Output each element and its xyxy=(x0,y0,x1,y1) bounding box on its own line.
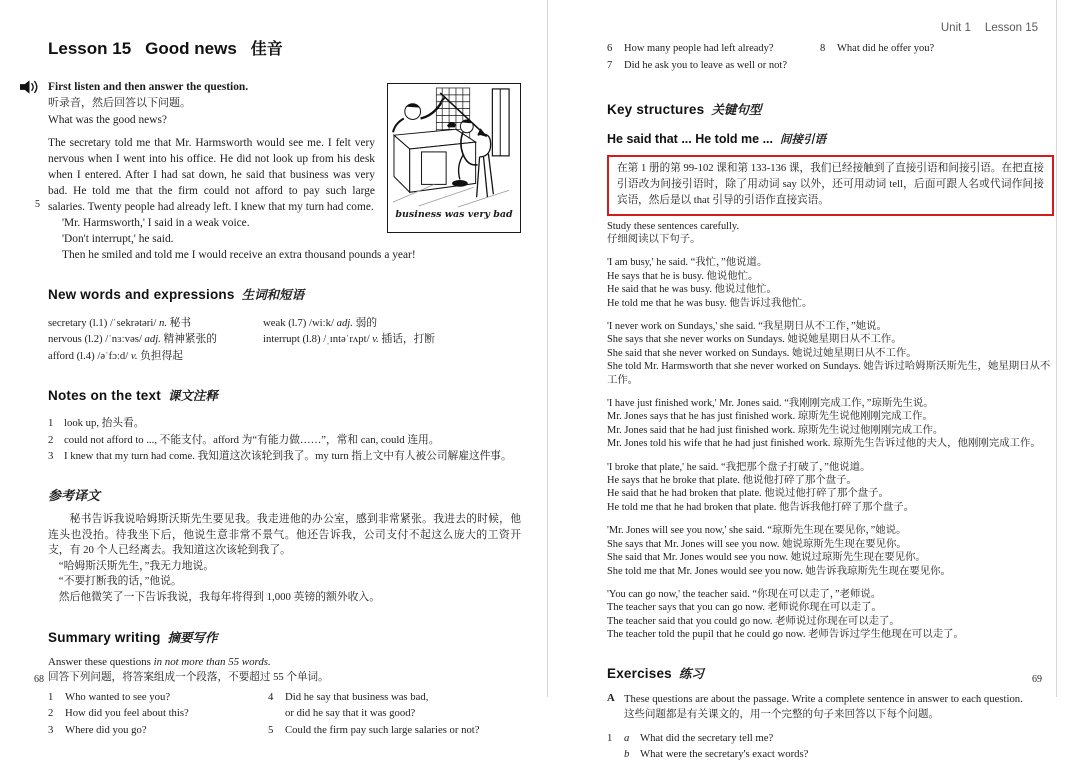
sentence-group xyxy=(607,588,1054,642)
question-item: 2 How did you feel about this? xyxy=(48,707,189,720)
intro-column xyxy=(35,79,387,247)
sentence-line: 'Mr. Jones will see you now,' she said. “琼斯先生现在要见你，”她说。 xyxy=(607,525,907,537)
note-item: 2 could not afford to ..., 不能支付。afford 为“有能力做……”，常和 can, could 连用。 xyxy=(48,433,440,446)
word-entry: secretary (l.1) /ˈsekrətəri/ n. 秘书 xyxy=(48,317,192,329)
summary-questions xyxy=(48,689,521,739)
summary-questions-col2 xyxy=(268,689,480,739)
sentence-line: The teacher told the pupil that he could go now. 老师告诉过学生他现在可以走了。 xyxy=(607,629,964,641)
notes-heading: Notes on the text 课文注释 xyxy=(48,388,218,404)
sentence-group xyxy=(607,461,1054,515)
listen-question: What was the good news? xyxy=(48,114,167,126)
sentence-line: He says that he broke that plate. 他说他打碎了那个盘子。 xyxy=(607,475,857,487)
sentence-line: 'I never work on Sundays,' she said. “我星期日从不工作，”她说。 xyxy=(607,321,887,333)
lesson-illustration xyxy=(387,83,521,233)
sentence-group xyxy=(607,320,1054,387)
speaker-icon xyxy=(20,80,39,99)
sentence-line: Mr. Jones said that he had just finished work. 琼斯先生说过他刚刚完成工作。 xyxy=(607,424,944,436)
sentence-line: 'You can go now,' the teacher said. “你现在可以走了，”老师说。 xyxy=(607,588,882,600)
sentence-line: Mr. Jones says that he has just finished work. 琼斯先生说他刚刚完成工作。 xyxy=(607,411,933,423)
passage-final-line: Then he smiled and told me I would receive an extra thousand pounds a year! xyxy=(62,249,416,261)
lesson-title-en: Good news xyxy=(145,39,237,58)
reference-paragraph: 秘书告诉我说哈姆斯沃斯先生要见我。我走进他的办公室，感到非常紧张。我进去的时候，他连头也没抬。待我坐下后，他说生意非常不景气。他还告诉我，公司支付不起这么庞大的工资开支，有 20 个人已经离去。我知道这次该轮到我了。 xyxy=(48,513,521,557)
summary-questions-col1 xyxy=(48,689,268,739)
right-page xyxy=(547,0,1080,760)
summary-writing-heading: Summary writing 摘要写作 xyxy=(48,629,218,645)
sentence-line: He told me that he had broken that plate. 他告诉我他打碎了那个盘子。 xyxy=(607,501,915,513)
passage-block xyxy=(35,135,375,247)
exercise-a-instruction: A These questions are about the passage. Write a complete sentence in answer to each question. xyxy=(607,691,1023,705)
new-words-heading: New words and expressions 生词和短语 xyxy=(48,287,305,302)
key-structures-heading: Key structures 关键句型 xyxy=(607,102,762,118)
sentence-line: Mr. Jones told his wife that he had just finished work. 琼斯先生告诉过他的夫人，他刚刚完成工作。 xyxy=(607,438,1041,450)
exercises-heading: Exercises 练习 xyxy=(607,665,704,681)
reference-paragraph: “哈姆斯沃斯先生，”我无力地说。 xyxy=(58,559,215,572)
word-entry: afford (l.4) /əˈfɔːd/ v. 负担得起 xyxy=(48,349,183,362)
questions-col1 xyxy=(607,41,820,74)
reference-translation-heading: 参考译文 xyxy=(48,489,101,504)
question-item-continuation: or did he say that it was good? xyxy=(285,707,416,720)
listen-instruction-en: First listen and then answer the question. xyxy=(48,81,249,93)
key-structures-subheading: He said that ... He told me ... 间接引语 xyxy=(607,132,827,147)
word-entry: weak (l.7) /wiːk/ adj. 弱的 xyxy=(263,317,378,329)
sentence-line: She told me that Mr. Jones would see you now. 她告诉我琼斯先生现在要见你。 xyxy=(607,565,951,577)
notes-list xyxy=(48,415,521,465)
page-number-right: 69 xyxy=(1032,674,1042,685)
question-item: 8 What did he offer you? xyxy=(820,43,935,54)
sentence-line: He says that he is busy. 他说他忙。 xyxy=(607,270,759,282)
highlighted-grammar-note: 在第 1 册的第 99-102 课和第 133-136 课，我们已经接触到了直接引语和间接引语。在把直接引语改为间接引语时，除了用动词 say 以外，还可用动词 tell，后面可跟人名或代词作间接宾语，然后是以 that 引导的引语作直接宾语。 xyxy=(607,155,1054,215)
sentence-group xyxy=(607,524,1054,578)
sentence-line: He told me that he was busy. 他告诉过我他忙。 xyxy=(607,297,813,309)
question-item: 3 Where did you go? xyxy=(48,723,147,736)
questions-col2 xyxy=(820,41,934,74)
exercise-question: 1 a What did the secretary tell me? xyxy=(607,731,774,744)
summary-instruction: Answer these questions in not more than 55 words. xyxy=(48,655,271,668)
word-entry: interrupt (l.8) /ˌɪntəˈrʌpt/ v. 插话，打断 xyxy=(263,333,435,346)
page-title xyxy=(48,36,521,59)
sentence-line: The teacher says that you can go now. 老师说你现在可以走了。 xyxy=(607,602,882,614)
reference-paragraph: 然后他微笑了一下告诉我说，我每年将得到 1,000 英镑的额外收入。 xyxy=(58,590,381,603)
illustration-caption: business was very bad xyxy=(395,209,513,220)
sentence-line: He said that he had broken that plate. 他说过他打碎了那个盘子。 xyxy=(607,488,889,500)
page-number-left: 68 xyxy=(34,674,44,685)
sentence-group xyxy=(607,256,1054,310)
sentence-line: She said that Mr. Jones would see you now. 她说过琼斯先生现在要见你。 xyxy=(607,552,926,564)
question-item: 1 Who wanted to see you? xyxy=(48,690,171,703)
passage-line-number: 5 xyxy=(35,199,40,210)
summary-questions-continued xyxy=(607,41,1054,74)
sentence-line: She says that she never works on Sundays. 她说她星期日从不工作。 xyxy=(607,334,902,346)
sentence-line: 'I broke that plate,' he said. “我把那个盘子打破了，”他说道。 xyxy=(607,461,871,473)
listen-instruction-zh: 听录音，然后回答以下问题。 xyxy=(48,97,191,109)
study-instruction-en: Study these sentences carefully. xyxy=(607,220,740,232)
question-item: 6 How many people had left already? xyxy=(607,43,774,54)
page-edge-line xyxy=(1056,0,1057,697)
word-list-column-1 xyxy=(48,315,263,364)
lesson-number: Lesson 15 xyxy=(48,39,132,58)
sentence-line: She said that she never worked on Sundays. 她说过她星期日从不工作。 xyxy=(607,347,917,359)
sentence-line: He said that he was busy. 他说过他忙。 xyxy=(607,284,777,296)
exercise-a-instruction-zh: 这些问题都是有关课文的，用一个完整的句子来回答以下每个问题。 xyxy=(624,709,939,721)
sentence-line: The teacher said that you could go now. 老师说过你现在可以走了。 xyxy=(607,615,900,627)
sentence-line: She says that Mr. Jones will see you now. 她说琼斯先生现在要见你。 xyxy=(607,538,907,550)
note-item: 3 I knew that my turn had come. 我知道这次该轮到我了。my turn 指上文中有人被公司解雇这件事。 xyxy=(48,450,512,463)
reference-paragraph: “不要打断我的话，”他说。 xyxy=(58,575,182,588)
sentence-group xyxy=(607,397,1054,451)
question-item: 5 Could the firm pay such large salaries or not? xyxy=(268,723,480,736)
word-entry: nervous (l.2) /ˈnɜːvəs/ adj. 精神紧张的 xyxy=(48,333,217,346)
word-list xyxy=(48,315,521,364)
lesson-title-zh: 佳音 xyxy=(250,41,283,58)
question-item: 7 Did he ask you to leave as well or not? xyxy=(607,59,787,71)
sentence-line: She told Mr. Harmsworth that she never worked on Sundays. 她告诉过哈姆斯沃斯先生，她星期日从不工作。 xyxy=(607,361,1051,386)
intro-and-passage-row xyxy=(35,79,521,247)
cartoon-drawing xyxy=(391,86,517,208)
unit-label: Unit 1 xyxy=(940,22,971,34)
passage-quote-line: 'Mr. Harmsworth,' I said in a weak voice. xyxy=(62,217,250,229)
sentence-line: 'I have just finished work,' Mr. Jones said. “我刚刚完成工作，”琼斯先生说。 xyxy=(607,398,934,410)
word-list-column-2 xyxy=(263,315,435,364)
question-item: 4 Did he say that business was bad, xyxy=(268,690,429,703)
passage-quote-line: 'Don't interrupt,' he said. xyxy=(62,233,174,245)
exercise-question: b What were the secretary's exact words? xyxy=(624,747,809,760)
note-item: 1 look up, 抬头看。 xyxy=(48,417,145,430)
page-gutter-line xyxy=(547,0,548,697)
lesson-label: Lesson 15 xyxy=(984,22,1038,34)
study-instruction-zh: 仔细阅读以下句子。 xyxy=(607,233,701,245)
summary-instruction-zh: 回答下列问题，将答案组成一个段落，不要超过 55 个单词。 xyxy=(48,672,329,684)
unit-header xyxy=(941,22,1038,34)
left-page xyxy=(0,0,547,736)
passage-paragraph: The secretary told me that Mr. Harmsworth would see me. I felt very nervous when I went into his office. He did not look up from his desk when I entered. After I had sat down, he said that business was very bad. He told me that the firm could not afford to pay such large salaries. Twenty people had already left. I knew that my turn had come. xyxy=(48,137,375,213)
sentence-line: 'I am busy,' he said. “我忙，”他说道。 xyxy=(607,257,768,269)
